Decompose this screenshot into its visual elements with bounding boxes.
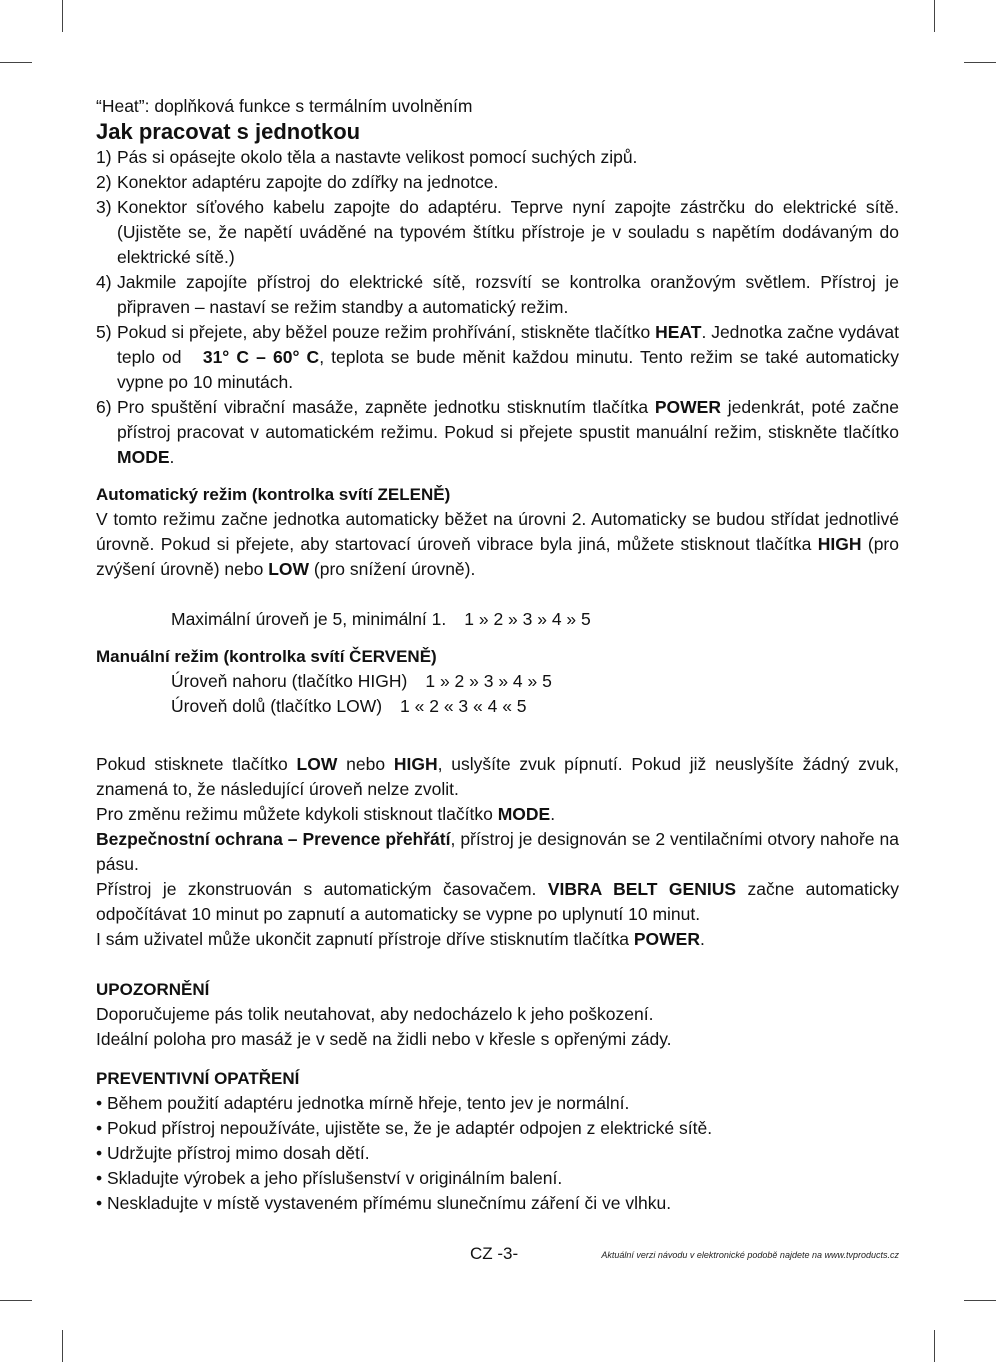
warning-text: Doporučujeme pás tolik neutahovat, aby nedocházelo k jeho poškození. (96, 1004, 654, 1024)
crop-mark (964, 1300, 996, 1301)
howto-steps (96, 145, 899, 470)
info-paragraph: I sám uživatel může ukončit zapnutí přístroje dříve stisknutím tlačítka POWER. (96, 929, 705, 949)
list-item: • Udržujte přístroj mimo dosah dětí. (96, 1141, 899, 1166)
footer-note: Aktuální verzi návodu v elektronické podobě najdete na www.tvproducts.cz (601, 1250, 899, 1260)
manual-down-line: Úroveň dolů (tlačítko LOW) 1 « 2 « 3 « 4 « 5 (171, 696, 527, 716)
list-item: • Během použití adaptéru jednotka mírně hřeje, tento jev je normální. (96, 1091, 899, 1116)
manual-page (96, 94, 899, 1216)
crop-mark (934, 1330, 935, 1362)
page-number: CZ -3- (470, 1244, 519, 1263)
manual-mode-heading: Manuální režim (kontrolka svítí ČERVENĚ) (96, 647, 437, 666)
list-item: • Neskladujte v místě vystaveném přímému slunečnímu záření či ve vlhku. (96, 1191, 899, 1216)
crop-mark (62, 0, 63, 32)
crop-mark (964, 62, 996, 63)
list-item: • Pokud přístroj nepoužíváte, ujistěte se, že je adaptér odpojen z elektrické sítě. (96, 1116, 899, 1141)
auto-mode-heading: Automatický režim (kontrolka svítí ZELENĚ) (96, 485, 451, 504)
intro-line: “Heat”: doplňková funkce s termálním uvolněním (96, 96, 473, 116)
howto-heading: Jak pracovat s jednotkou (96, 119, 361, 144)
list-item: • Skladujte výrobek a jeho příslušenství v originálním balení. (96, 1166, 899, 1191)
info-paragraph: Bezpečnostní ochrana – Prevence přehřátí, přístroj je designován se 2 ventilačními otvory nahoře na pásu. (96, 829, 899, 874)
auto-mode-text: V tomto režimu začne jednotka automaticky běžet na úrovni 2. Automaticky se budou střídat jednotlivé úrovně. Pokud si přejete, aby startovací úroveň vibrace byla jiná, můžete stisknout tlačítka HIGH (pro zvýšení úrovně) nebo LOW (pro snížení úrovně). (96, 509, 899, 579)
info-paragraph: Pokud stisknete tlačítko LOW nebo HIGH, uslyšíte zvuk pípnutí. Pokud již neuslyšíte žádný zvuk, znamená to, že následující úroveň nelze zvolit. (96, 754, 900, 799)
precautions-heading: PREVENTIVNÍ OPATŘENÍ (96, 1069, 300, 1088)
precautions-list (96, 1091, 899, 1216)
warning-text: Ideální poloha pro masáž je v sedě na židli nebo v křesle s opřenými zády. (96, 1029, 672, 1049)
info-paragraph: Pro změnu režimu můžete kdykoli stisknout tlačítko MODE. (96, 804, 556, 824)
step-item: 1) Pás si opásejte okolo těla a nastavte velikost pomocí suchých zipů. (96, 147, 638, 167)
step-item: 4) Jakmile zapojíte přístroj do elektrické sítě, rozsvítí se kontrolka oranžovým světlem. Přístroj je připraven – nastaví se režim standby a automatický režim. (96, 272, 899, 317)
warning-heading: UPOZORNĚNÍ (96, 980, 210, 999)
step-item: 6) Pro spuštění vibrační masáže, zapněte jednotku stisknutím tlačítka POWER jedenkrát, poté začne přístroj pracovat v automatickém režimu. Pokud si přejete spustit manuální režim, stiskněte tlačítko MODE. (96, 397, 899, 467)
crop-mark (934, 0, 935, 32)
manual-up-line: Úroveň nahoru (tlačítko HIGH) 1 » 2 » 3 » 4 » 5 (171, 671, 552, 691)
step-item: 3) Konektor síťového kabelu zapojte do adaptéru. Teprve nyní zapojte zástrčku do elektrické sítě. (Ujistěte se, že napětí uváděné na typovém štítku přístroje je v souladu s napětím dodávaným do elektrické sítě.) (96, 197, 899, 267)
auto-range-line: Maximální úroveň je 5, minimální 1. 1 » 2 » 3 » 4 » 5 (171, 609, 591, 629)
crop-mark (0, 1300, 32, 1301)
step-item: 2) Konektor adaptéru zapojte do zdířky na jednotce. (96, 172, 499, 192)
crop-mark (62, 1330, 63, 1362)
info-paragraph: Přístroj je zkonstruován s automatickým časovačem. VIBRA BELT GENIUS začne automaticky odpočítávat 10 minut po zapnutí a automaticky se vypne po uplynutí 10 minut. (96, 879, 899, 924)
step-item: 5) Pokud si přejete, aby běžel pouze režim prohřívání, stiskněte tlačítko HEAT. Jednotka začne vydávat teplo od 31° C – 60° C, teplota se bude měnit každou minutu. Tento režim se také automaticky vypne po 10 minutách. (96, 322, 899, 392)
crop-mark (0, 62, 32, 63)
